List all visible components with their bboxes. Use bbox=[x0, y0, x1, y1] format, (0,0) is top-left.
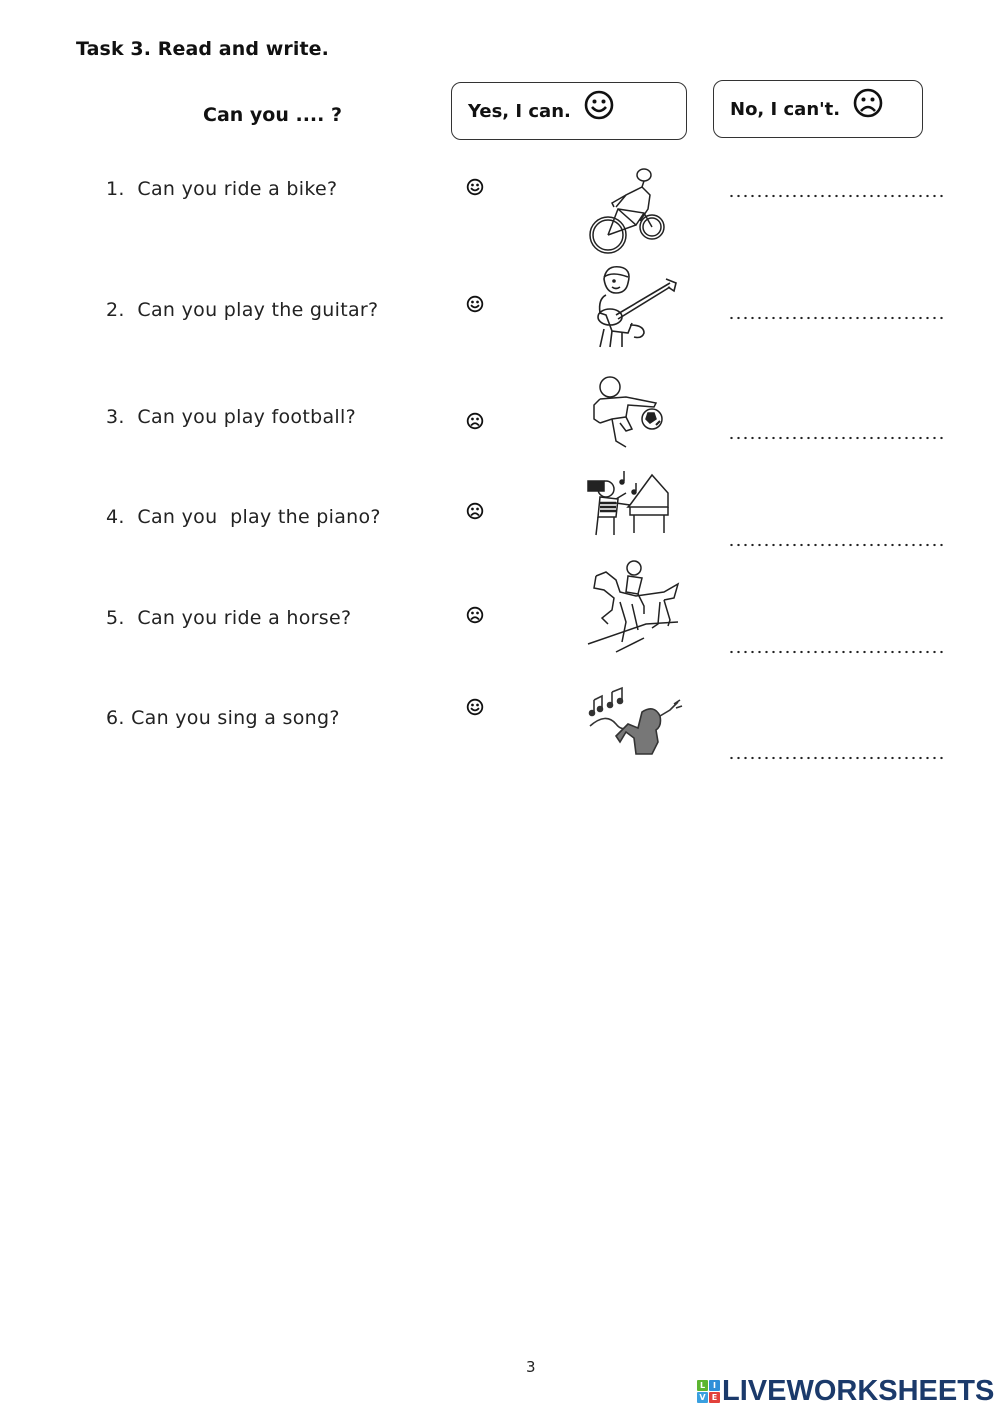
answer-line-4[interactable] bbox=[728, 543, 944, 547]
yes-answer-box bbox=[451, 82, 687, 140]
cyclist-picture bbox=[586, 165, 668, 261]
sad-face-icon bbox=[466, 412, 484, 434]
liveworksheets-logo bbox=[697, 1377, 994, 1406]
question-6: 6. Can you sing a song? bbox=[106, 707, 340, 729]
answer-line-1[interactable] bbox=[728, 194, 944, 198]
guitar-player-picture bbox=[586, 263, 678, 355]
singer-picture bbox=[586, 682, 690, 762]
logo-tile: I bbox=[709, 1380, 720, 1391]
sad-face-icon bbox=[466, 606, 484, 628]
smiley-face-icon bbox=[466, 698, 484, 720]
no-label: No, I can't. bbox=[730, 98, 841, 120]
piano-player-picture bbox=[586, 465, 672, 543]
page-number: 3 bbox=[526, 1358, 536, 1376]
question-3: 3. Can you play football? bbox=[106, 406, 356, 428]
logo-tile: V bbox=[697, 1392, 708, 1403]
question-1: 1. Can you ride a bike? bbox=[106, 178, 338, 200]
column-header: Can you .... ? bbox=[203, 104, 342, 126]
yes-label: Yes, I can. bbox=[468, 100, 571, 122]
logo-tile: L bbox=[697, 1380, 708, 1391]
answer-line-2[interactable] bbox=[728, 316, 944, 320]
sad-face-icon bbox=[852, 87, 884, 124]
logo-text: LIVEWORKSHEETS bbox=[722, 1375, 995, 1407]
sad-face-icon bbox=[466, 502, 484, 524]
logo-tile: E bbox=[709, 1392, 720, 1403]
answer-line-5[interactable] bbox=[728, 650, 944, 654]
smiley-face-icon bbox=[466, 295, 484, 317]
football-player-picture bbox=[586, 375, 670, 455]
answer-line-3[interactable] bbox=[728, 436, 944, 440]
logo-tiles-icon bbox=[697, 1380, 720, 1403]
question-2: 2. Can you play the guitar? bbox=[106, 299, 379, 321]
answer-line-6[interactable] bbox=[728, 756, 944, 760]
question-4: 4. Can you play the piano? bbox=[106, 506, 381, 528]
smiley-face-icon bbox=[583, 89, 615, 126]
no-answer-box bbox=[713, 80, 923, 138]
horse-rider-picture bbox=[586, 558, 686, 662]
task-title: Task 3. Read and write. bbox=[76, 38, 329, 60]
question-5: 5. Can you ride a horse? bbox=[106, 607, 352, 629]
smiley-face-icon bbox=[466, 178, 484, 200]
